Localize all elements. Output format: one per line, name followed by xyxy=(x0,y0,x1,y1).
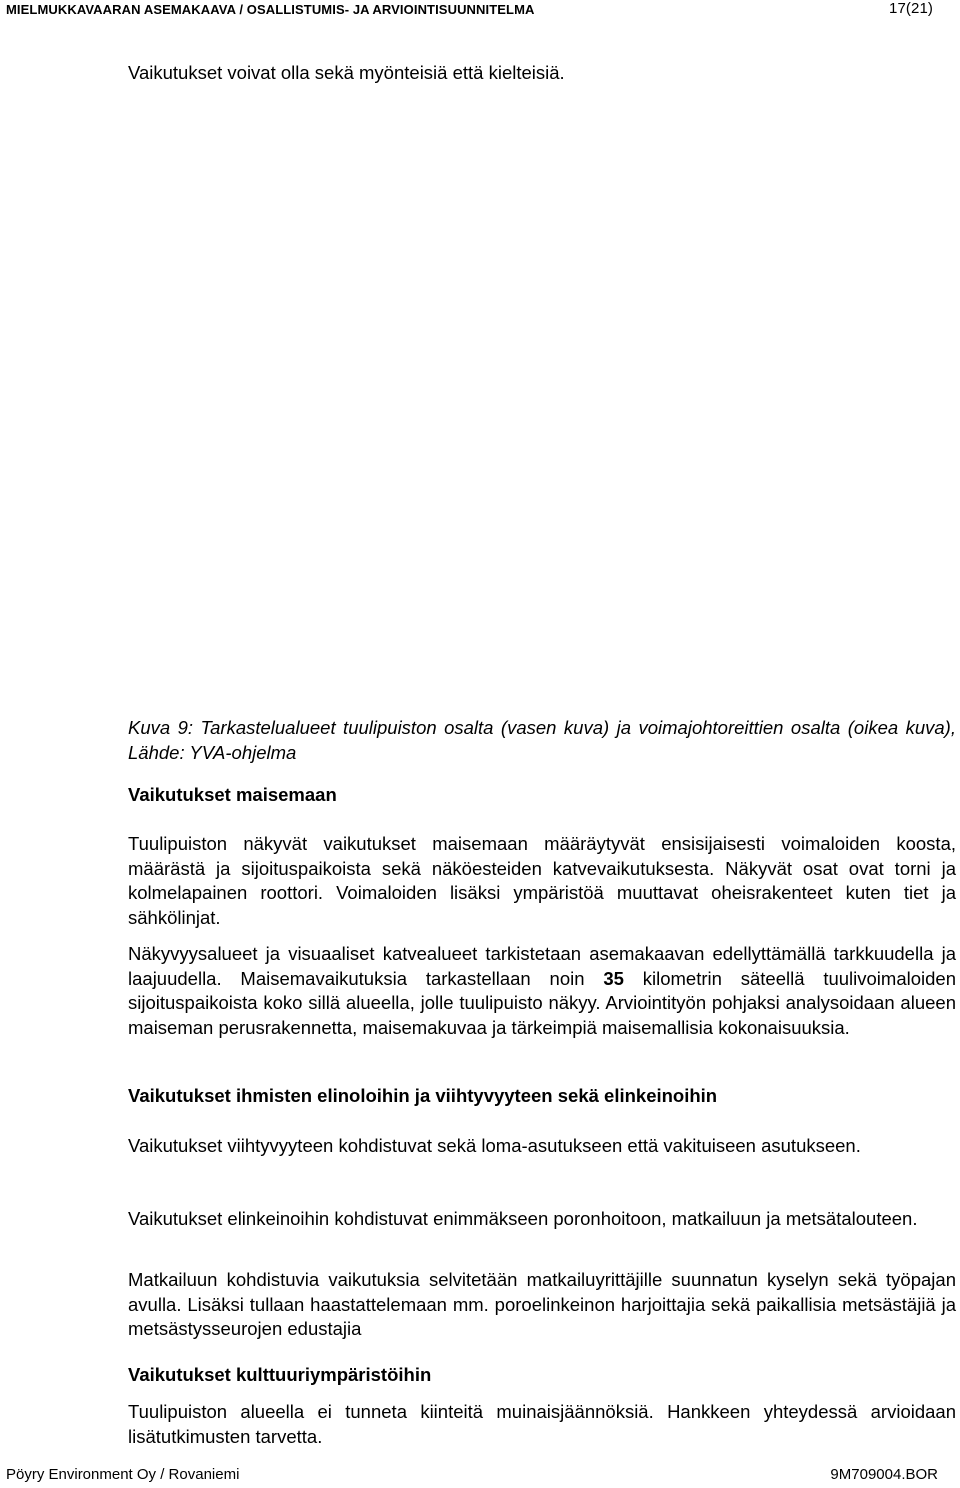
paragraph-landscape-1: Tuulipuiston näkyvät vaikutukset maisemaan määräytyvät ensisijaisesti voimaloiden koosta, määrästä ja sijoituspaikoista sekä näköesteiden katvevaikutuksesta. Näkyvät osat ovat torni ja kolmelapainen roottori. Voimaloiden lisäksi ympäristöä muuttavat oheisrakenteet kuten tiet ja sähkölinjat. xyxy=(128,833,956,928)
page-number: 17(21) xyxy=(889,0,933,17)
paragraph-culture-1: Tuulipuiston alueella ei tunneta kiinteitä muinaisjäännöksiä. Hankkeen yhteydessä arvioidaan lisätutkimusten tarvetta. xyxy=(128,1401,956,1447)
figure-caption: Kuva 9: Tarkastelualueet tuulipuiston osalta (vasen kuva) ja voimajohtoreittien osalta (oikea kuva), Lähde: YVA-ohjelma xyxy=(128,717,956,763)
paragraph-living-1: Vaikutukset viihtyvyyteen kohdistuvat sekä loma-asutukseen että vakituiseen asutukseen. xyxy=(128,1135,861,1156)
paragraph-living-3: Matkailuun kohdistuvia vaikutuksia selvitetään matkailuyrittäjille suunnatun kyselyn sekä työpajan avulla. Lisäksi tullaan haastattelemaan mm. poroelinkeinon harjoittajia sekä paikallisia metsästäjiä ja metsästysseurojen edustajia xyxy=(128,1269,956,1339)
heading-landscape: Vaikutukset maisemaan xyxy=(128,784,337,805)
paragraph-landscape-2 xyxy=(128,942,956,1040)
radius-value: 35 xyxy=(603,967,624,989)
heading-cultural-environment: Vaikutukset kulttuuriympäristöihin xyxy=(128,1364,432,1385)
paragraph-landscape-2-a: Näkyvyysalueet ja visuaaliset katvealueet tarkistetaan asemakaavan edellyttämällä tarkkuudella ja laajuudella. Maisemavaikutuksia tarkastellaan noin xyxy=(128,943,956,989)
footer-company: Pöyry Environment Oy / Rovaniemi xyxy=(6,1466,240,1483)
footer-document-code: 9M709004.BOR xyxy=(830,1466,938,1483)
paragraph-landscape-2-b: kilometrin säteellä tuulivoimaloiden sijoituspaikoista koko sillä alueella, jolle tuulipuisto näkyy. Arviointityön pohjaksi analysoidaan alueen maiseman perusrakennetta, maisemakuvaa ja tärkeimpiä maisemallisia kokonaisuuksia. xyxy=(128,967,956,1038)
figure-placeholder xyxy=(128,95,956,695)
header-title: MIELMUKKAVAARAN ASEMAKAAVA / OSALLISTUMIS- JA ARVIOINTISUUNNITELMA xyxy=(6,2,535,17)
heading-living-conditions: Vaikutukset ihmisten elinoloihin ja viihtyvyyteen sekä elinkeinoihin xyxy=(128,1085,718,1106)
intro-paragraph: Vaikutukset voivat olla sekä myönteisiä että kielteisiä. xyxy=(128,62,565,83)
paragraph-living-2: Vaikutukset elinkeinoihin kohdistuvat enimmäkseen poronhoitoon, matkailuun ja metsätalouteen. xyxy=(128,1208,918,1229)
